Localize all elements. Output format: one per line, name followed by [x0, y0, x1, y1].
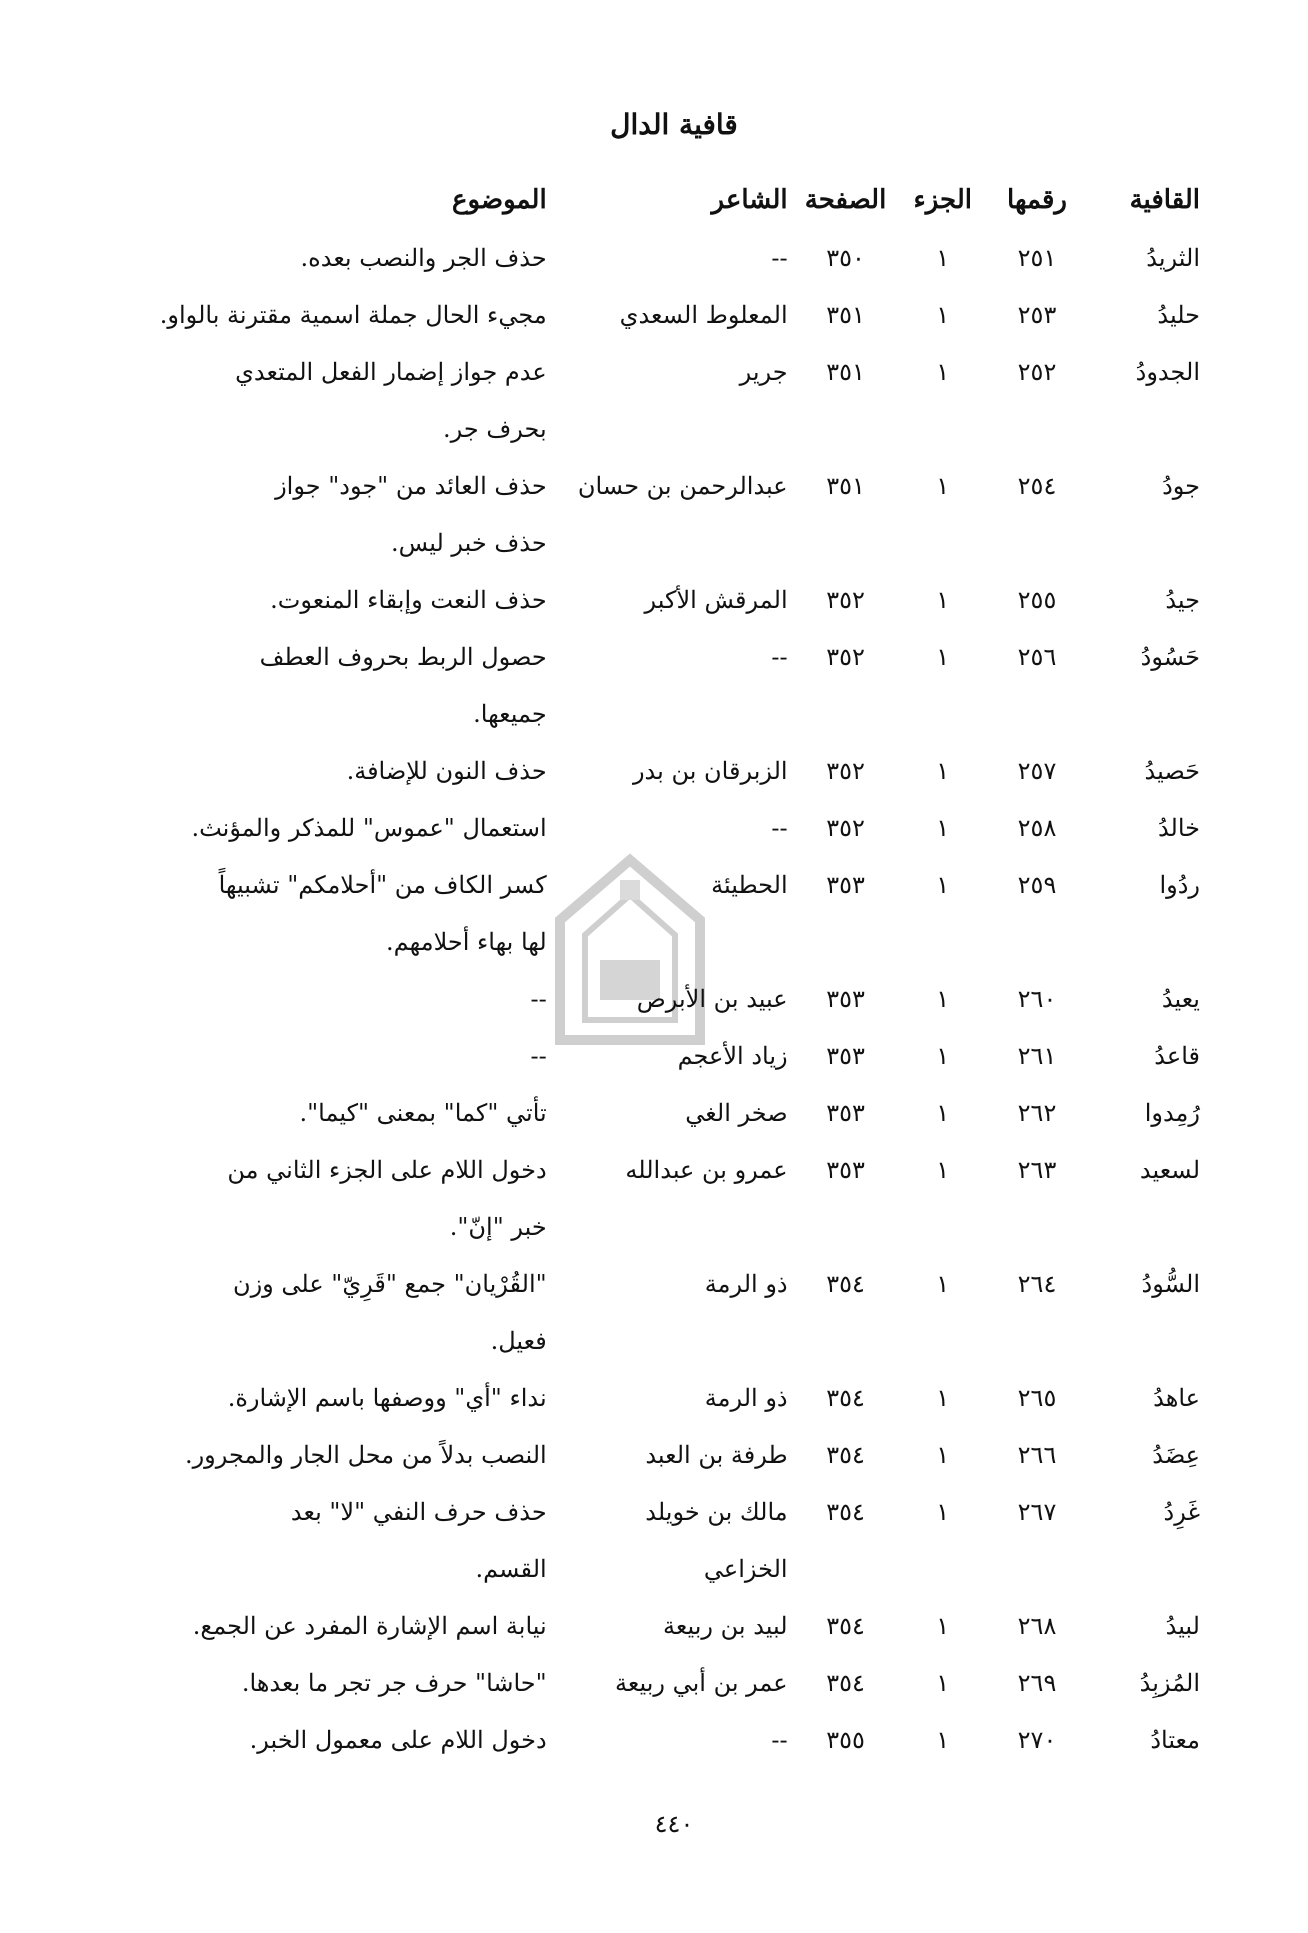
- cell-mawdu: جميعها.: [473, 700, 547, 728]
- cell-shaer: المرقش الأكبر: [644, 586, 788, 614]
- table-row: [95, 1085, 1200, 1142]
- cell-safha: ٣٥٤: [826, 1498, 865, 1526]
- table-row: [95, 629, 1200, 686]
- cell-juz: ١: [936, 1441, 950, 1469]
- cell-safha: ٣٥٣: [826, 1156, 865, 1184]
- cell-juz: ١: [936, 1099, 950, 1127]
- table-row: [95, 344, 1200, 401]
- cell-juz: ١: [936, 244, 950, 272]
- cell-raqm: ٢٦١: [1017, 1042, 1057, 1070]
- cell-shaer: --: [771, 814, 788, 842]
- cell-qafia: حليدُ: [1157, 301, 1200, 329]
- table-row: [95, 1655, 1200, 1712]
- cell-shaer: الخزاعي: [703, 1555, 788, 1583]
- cell-shaer: عبدالرحمن بن حسان: [577, 472, 788, 500]
- cell-safha: ٣٥٢: [826, 643, 865, 671]
- cell-mawdu: حذف حرف النفي "لا" بعد: [290, 1498, 547, 1526]
- cell-qafia: خالدُ: [1157, 814, 1200, 842]
- cell-shaer: صخر الغي: [685, 1099, 788, 1127]
- table-row: [95, 914, 1200, 971]
- cell-juz: ١: [936, 814, 950, 842]
- table-row: [95, 1370, 1200, 1427]
- cell-raqm: ٢٥٥: [1017, 586, 1057, 614]
- table-row: [95, 857, 1200, 914]
- cell-raqm: ٢٦٨: [1017, 1612, 1057, 1640]
- cell-safha: ٣٥٤: [826, 1270, 865, 1298]
- cell-mawdu: دخول اللام على الجزء الثاني من: [227, 1156, 547, 1184]
- cell-mawdu: --: [530, 1042, 547, 1070]
- cell-qafia: جيدُ: [1165, 586, 1200, 614]
- cell-shaer: المعلوط السعدي: [619, 301, 788, 329]
- cell-juz: ١: [936, 1612, 950, 1640]
- cell-safha: ٣٥٣: [826, 1099, 865, 1127]
- cell-safha: ٣٥٤: [826, 1384, 865, 1412]
- table-header: [95, 170, 1200, 230]
- cell-qafia: جودُ: [1162, 472, 1200, 500]
- cell-raqm: ٢٦٢: [1017, 1099, 1057, 1127]
- table-row: [95, 230, 1200, 287]
- table-row: [95, 800, 1200, 857]
- cell-raqm: ٢٦٦: [1017, 1441, 1057, 1469]
- table-row: [95, 1142, 1200, 1199]
- cell-mawdu: --: [530, 985, 547, 1013]
- header-safha: الصفحة: [804, 185, 887, 215]
- cell-juz: ١: [936, 1270, 950, 1298]
- table-body: [95, 230, 1200, 1769]
- cell-raqm: ٢٥٤: [1017, 472, 1057, 500]
- table-row: [95, 1598, 1200, 1655]
- table-row: [95, 1712, 1200, 1769]
- cell-mawdu: لها بهاء أحلامهم.: [386, 928, 547, 956]
- cell-qafia: عِضَدُ: [1152, 1441, 1200, 1469]
- cell-qafia: لسعيد: [1139, 1156, 1200, 1184]
- cell-juz: ١: [936, 1156, 950, 1184]
- table-row: [95, 1541, 1200, 1598]
- table-row: [95, 287, 1200, 344]
- cell-qafia: ردُوا: [1159, 871, 1200, 899]
- cell-mawdu: حذف العائد من "جود" جواز: [275, 472, 547, 500]
- cell-shaer: مالك بن خويلد: [645, 1498, 788, 1526]
- cell-qafia: حَسُودُ: [1140, 643, 1200, 671]
- cell-mawdu: القسم.: [475, 1555, 547, 1583]
- cell-juz: ١: [936, 985, 950, 1013]
- cell-mawdu: فعيل.: [490, 1327, 547, 1355]
- cell-shaer: --: [771, 1726, 788, 1754]
- cell-safha: ٣٥١: [826, 301, 865, 329]
- cell-shaer: --: [771, 244, 788, 272]
- table-row: [95, 1427, 1200, 1484]
- cell-mawdu: حصول الربط بحروف العطف: [259, 643, 547, 671]
- table-row: [95, 686, 1200, 743]
- cell-qafia: يعيدُ: [1161, 985, 1200, 1013]
- cell-mawdu: حذف الجر والنصب بعده.: [300, 244, 547, 272]
- cell-qafia: المُزبِدُ: [1139, 1669, 1200, 1697]
- cell-raqm: ٢٦٣: [1017, 1156, 1057, 1184]
- table-row: [95, 1028, 1200, 1085]
- cell-juz: ١: [936, 301, 950, 329]
- cell-mawdu: استعمال "عموس" للمذكر والمؤنث.: [191, 814, 547, 842]
- cell-juz: ١: [936, 1042, 950, 1070]
- table-row: [95, 1256, 1200, 1313]
- table-row: [95, 458, 1200, 515]
- cell-shaer: الحطيئة: [711, 871, 788, 899]
- cell-shaer: ذو الرمة: [704, 1270, 788, 1298]
- table-row: [95, 572, 1200, 629]
- cell-qafia: عاهدُ: [1153, 1384, 1200, 1412]
- cell-safha: ٣٥٣: [826, 1042, 865, 1070]
- cell-juz: ١: [936, 1726, 950, 1754]
- index-table: [95, 170, 1200, 1769]
- cell-qafia: غَرِدُ: [1163, 1498, 1200, 1526]
- page-title: قافية الدال: [610, 108, 738, 141]
- cell-shaer: --: [771, 643, 788, 671]
- cell-mawdu: بحرف جر.: [443, 415, 547, 443]
- cell-mawdu: مجيء الحال جملة اسمية مقترنة بالواو.: [159, 301, 547, 329]
- cell-qafia: السُّودُ: [1141, 1270, 1200, 1298]
- cell-juz: ١: [936, 643, 950, 671]
- cell-raqm: ٢٦٠: [1017, 985, 1057, 1013]
- cell-raqm: ٢٥٨: [1017, 814, 1057, 842]
- cell-raqm: ٢٧٠: [1017, 1726, 1057, 1754]
- cell-qafia: رُمِدوا: [1144, 1099, 1200, 1127]
- header-shaer: الشاعر: [711, 185, 788, 215]
- cell-shaer: عبيد بن الأبرص: [636, 985, 788, 1013]
- cell-juz: ١: [936, 1384, 950, 1412]
- table-row: [95, 401, 1200, 458]
- header-mawdu: الموضوع: [452, 185, 547, 215]
- cell-safha: ٣٥٣: [826, 871, 865, 899]
- cell-safha: ٣٥٤: [826, 1441, 865, 1469]
- table-row: [95, 515, 1200, 572]
- header-juz: الجزء: [913, 185, 972, 215]
- cell-raqm: ٢٦٩: [1017, 1669, 1057, 1697]
- cell-mawdu: النصب بدلاً من محل الجار والمجرور.: [184, 1441, 547, 1469]
- cell-shaer: عمرو بن عبدالله: [625, 1156, 788, 1184]
- cell-juz: ١: [936, 358, 950, 386]
- cell-mawdu: خبر "إنّ".: [449, 1213, 547, 1241]
- cell-shaer: جرير: [739, 358, 788, 386]
- cell-mawdu: حذف خبر ليس.: [391, 529, 547, 557]
- cell-juz: ١: [936, 586, 950, 614]
- cell-shaer: زياد الأعجم: [677, 1042, 788, 1070]
- cell-raqm: ٢٦٧: [1017, 1498, 1057, 1526]
- cell-qafia: حَصيدُ: [1144, 757, 1200, 785]
- page-number: ٤٤٠: [654, 1810, 694, 1838]
- table-row: [95, 743, 1200, 800]
- cell-qafia: معتادُ: [1150, 1726, 1200, 1754]
- cell-safha: ٣٥٤: [826, 1669, 865, 1697]
- cell-safha: ٣٥٣: [826, 985, 865, 1013]
- cell-shaer: لبيد بن ربيعة: [663, 1612, 788, 1640]
- cell-qafia: لبيدُ: [1165, 1612, 1200, 1640]
- cell-safha: ٣٥١: [826, 358, 865, 386]
- table-row: [95, 1484, 1200, 1541]
- cell-mawdu: "القُرْيان" جمع "قَرِيّ" على وزن: [232, 1270, 547, 1298]
- cell-mawdu: حذف النون للإضافة.: [346, 757, 547, 785]
- cell-raqm: ٢٥٩: [1017, 871, 1057, 899]
- cell-mawdu: نداء "أي" ووصفها باسم الإشارة.: [227, 1384, 547, 1412]
- cell-juz: ١: [936, 1498, 950, 1526]
- header-raqm: رقمها: [1007, 185, 1067, 215]
- cell-shaer: ذو الرمة: [704, 1384, 788, 1412]
- cell-shaer: عمر بن أبي ربيعة: [615, 1669, 788, 1697]
- cell-qafia: الثريدُ: [1146, 244, 1200, 272]
- cell-raqm: ٢٥٣: [1017, 301, 1057, 329]
- cell-qafia: قاعدُ: [1154, 1042, 1200, 1070]
- cell-safha: ٣٥٢: [826, 814, 865, 842]
- cell-raqm: ٢٦٤: [1017, 1270, 1057, 1298]
- cell-raqm: ٢٥٢: [1017, 358, 1057, 386]
- cell-safha: ٣٥٤: [826, 1612, 865, 1640]
- cell-safha: ٣٥٥: [826, 1726, 865, 1754]
- cell-juz: ١: [936, 871, 950, 899]
- cell-mawdu: "حاشا" حرف جر تجر ما بعدها.: [241, 1669, 547, 1697]
- cell-qafia: الجدودُ: [1135, 358, 1200, 386]
- header-qafia: القافية: [1129, 185, 1200, 215]
- cell-raqm: ٢٦٥: [1017, 1384, 1057, 1412]
- cell-shaer: الزبرقان بن بدر: [632, 757, 788, 785]
- cell-juz: ١: [936, 1669, 950, 1697]
- cell-safha: ٣٥١: [826, 472, 865, 500]
- table-row: [95, 971, 1200, 1028]
- cell-safha: ٣٥٢: [826, 757, 865, 785]
- cell-raqm: ٢٥١: [1017, 244, 1057, 272]
- table-row: [95, 1199, 1200, 1256]
- cell-safha: ٣٥٢: [826, 586, 865, 614]
- cell-mawdu: عدم جواز إضمار الفعل المتعدي: [235, 358, 547, 386]
- cell-mawdu: حذف النعت وإبقاء المنعوت.: [270, 586, 547, 614]
- cell-raqm: ٢٥٦: [1017, 643, 1057, 671]
- cell-shaer: طرفة بن العبد: [645, 1441, 788, 1469]
- cell-juz: ١: [936, 757, 950, 785]
- cell-juz: ١: [936, 472, 950, 500]
- cell-raqm: ٢٥٧: [1017, 757, 1057, 785]
- cell-mawdu: نيابة اسم الإشارة المفرد عن الجمع.: [192, 1612, 547, 1640]
- cell-mawdu: كسر الكاف من "أحلامكم" تشبيهاً: [218, 871, 547, 899]
- cell-mawdu: تأتي "كما" بمعنى "كيما".: [299, 1099, 547, 1127]
- table-row: [95, 1313, 1200, 1370]
- cell-safha: ٣٥٠: [826, 244, 865, 272]
- cell-mawdu: دخول اللام على معمول الخبر.: [249, 1726, 547, 1754]
